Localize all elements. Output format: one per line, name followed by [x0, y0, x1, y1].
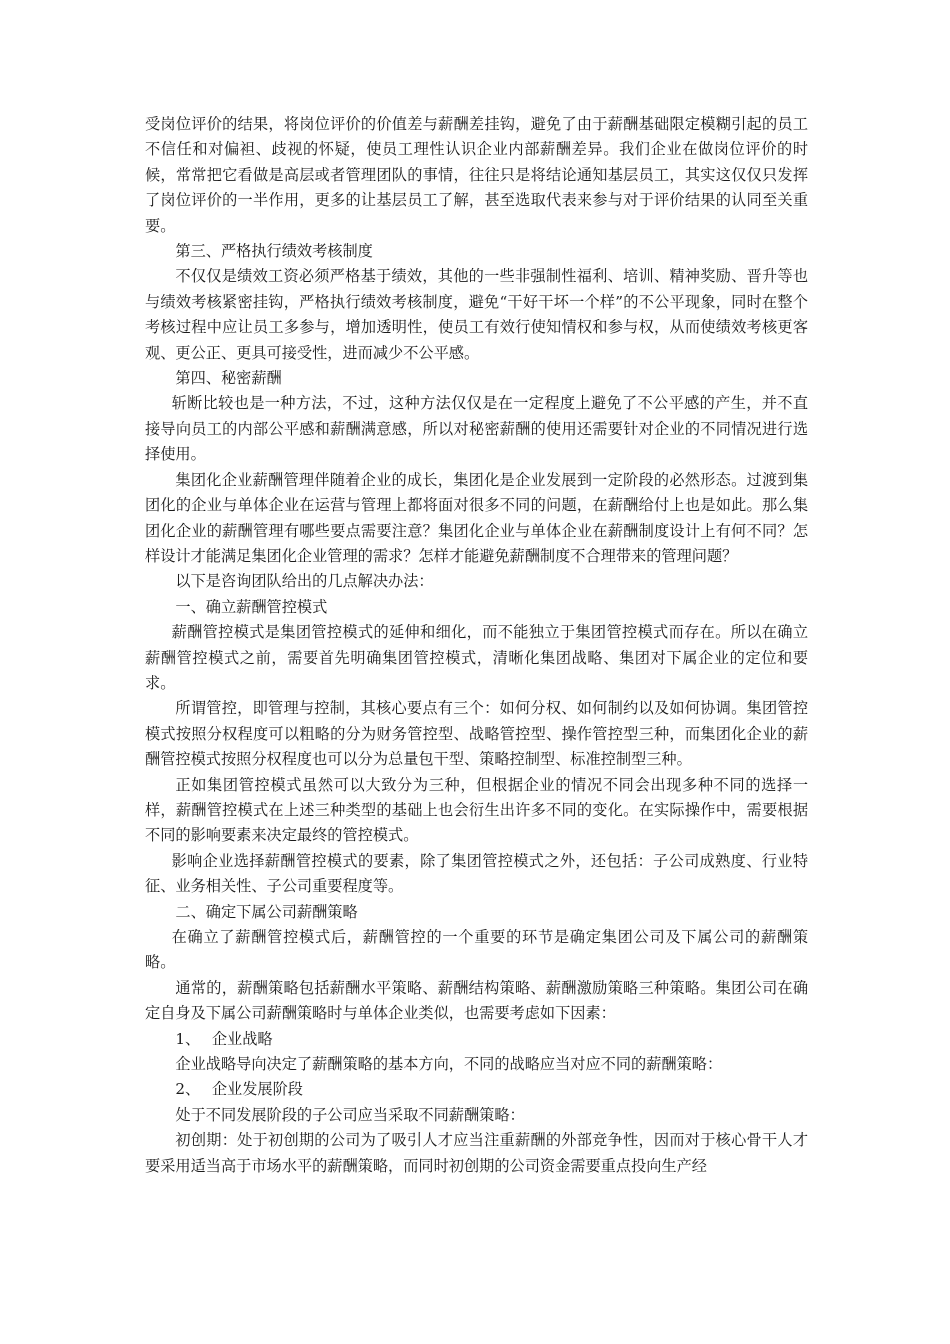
paragraph: 通常的，薪酬策略包括薪酬水平策略、薪酬结构策略、薪酬激励策略三种策略。集团公司在确定自身及下属公司薪酬策略时与单体企业类似，也需要考虑如下因素：	[145, 978, 808, 1023]
list-label: 企业发展阶段	[211, 1080, 303, 1099]
paragraph: 斩断比较也是一种方法，不过，这种方法仅仅是在一定程度上避免了不公平感的产生，并不直接导向员工的内部公平感和薪酬满意感，所以对秘密薪酬的使用还需要针对企业的不同情况进行选择使用。	[145, 394, 808, 464]
paragraph: 初创期：处于初创期的公司为了吸引人才应当注重薪酬的外部竞争性，因而对于核心骨干人才要采用适当高于市场水平的薪酬策略，而同时初创期的公司资金需要重点投向生产经	[145, 1131, 808, 1175]
paragraph: 处于不同发展阶段的子公司应当采取不同薪酬策略：	[175, 1105, 525, 1124]
section-heading: 第四、秘密薪酬	[175, 369, 282, 388]
list-number: 1、	[175, 1029, 201, 1048]
paragraph: 薪酬管控模式是集团管控模式的延伸和细化，而不能独立于集团管控模式而存在。所以在确立薪酬管控模式之前，需要首先明确集团管控模式，清晰化集团战略、集团对下属企业的定位和要求。	[145, 623, 808, 692]
section-heading: 一、确立薪酬管控模式	[175, 597, 328, 616]
paragraph: 正如集团管控模式虽然可以大致分为三种，但根据企业的情况不同会出现多种不同的选择一样，薪酬管控模式在上述三种类型的基础上也会衍生出许多不同的变化。在实际操作中，需要根据不同的影响要素来决定最终的管控模式。	[145, 775, 808, 845]
numbered-heading	[145, 1027, 808, 1052]
section-heading: 二、确定下属公司薪酬策略	[175, 902, 358, 921]
section-heading: 第三、严格执行绩效考核制度	[175, 242, 373, 261]
paragraph: 影响企业选择薪酬管控模式的要素，除了集团管控模式之外，还包括：子公司成熟度、行业特征、业务相关性、子公司重要程度等。	[145, 851, 808, 896]
paragraph: 不仅仅是绩效工资必须严格基于绩效，其他的一些非强制性福利、培训、精神奖励、晋升等也与绩效考核紧密挂钩，严格执行绩效考核制度，避免“干好干坏一个样”的不公平现象，同时在整个考核过程中应让员工多参与，增加透明性，使员工有效行使知情权和参与权，从而使绩效考核更客观、更公正、更具可接受性，进而减少不公平感。	[145, 267, 808, 362]
paragraph: 企业战略导向决定了薪酬策略的基本方向，不同的战略应当对应不同的薪酬策略：	[175, 1055, 723, 1074]
list-label: 企业战略	[211, 1029, 273, 1048]
paragraph: 以下是咨询团队给出的几点解决办法：	[175, 572, 434, 591]
paragraph: 在确立了薪酬管控模式后，薪酬管控的一个重要的环节是确定集团公司及下属公司的薪酬策略。	[145, 928, 808, 972]
numbered-heading	[145, 1077, 808, 1102]
paragraph: 受岗位评价的结果，将岗位评价的价值差与薪酬差挂钩，避免了由于薪酬基础限定模糊引起的员工不信任和对偏袒、歧视的怀疑，使员工理性认识企业内部薪酬差异。我们企业在做岗位评价的时候，常常把它看做是高层或者管理团队的事情，往往只是将结论通知基层员工，其实这仅仅只发挥了岗位评价的一半作用，更多的让基层员工了解，甚至选取代表来参与对于评价结果的认同至关重要。	[145, 115, 808, 235]
list-number: 2、	[175, 1080, 201, 1099]
document-body	[145, 112, 808, 1179]
paragraph: 所谓管控，即管理与控制，其核心要点有三个：如何分权、如何制约以及如何协调。集团管控模式按照分权程度可以粗略的分为财务管控型、战略管控型、操作管控型三种，而集团化企业的薪酬管控模式按照分权程度也可以分为总量包干型、策略控制型、标准控制型三种。	[145, 699, 808, 769]
paragraph: 集团化企业薪酬管理伴随着企业的成长，集团化是企业发展到一定阶段的必然形态。过渡到集团化的企业与单体企业在运营与管理上都将面对很多不同的问题，在薪酬给付上也是如此。那么集团化企业的薪酬管理有哪些要点需要注意？集团化企业与单体企业在薪酬制度设计上有何不同？怎样设计才能满足集团化企业管理的需求？怎样才能避免薪酬制度不合理带来的管理问题？	[145, 470, 808, 565]
